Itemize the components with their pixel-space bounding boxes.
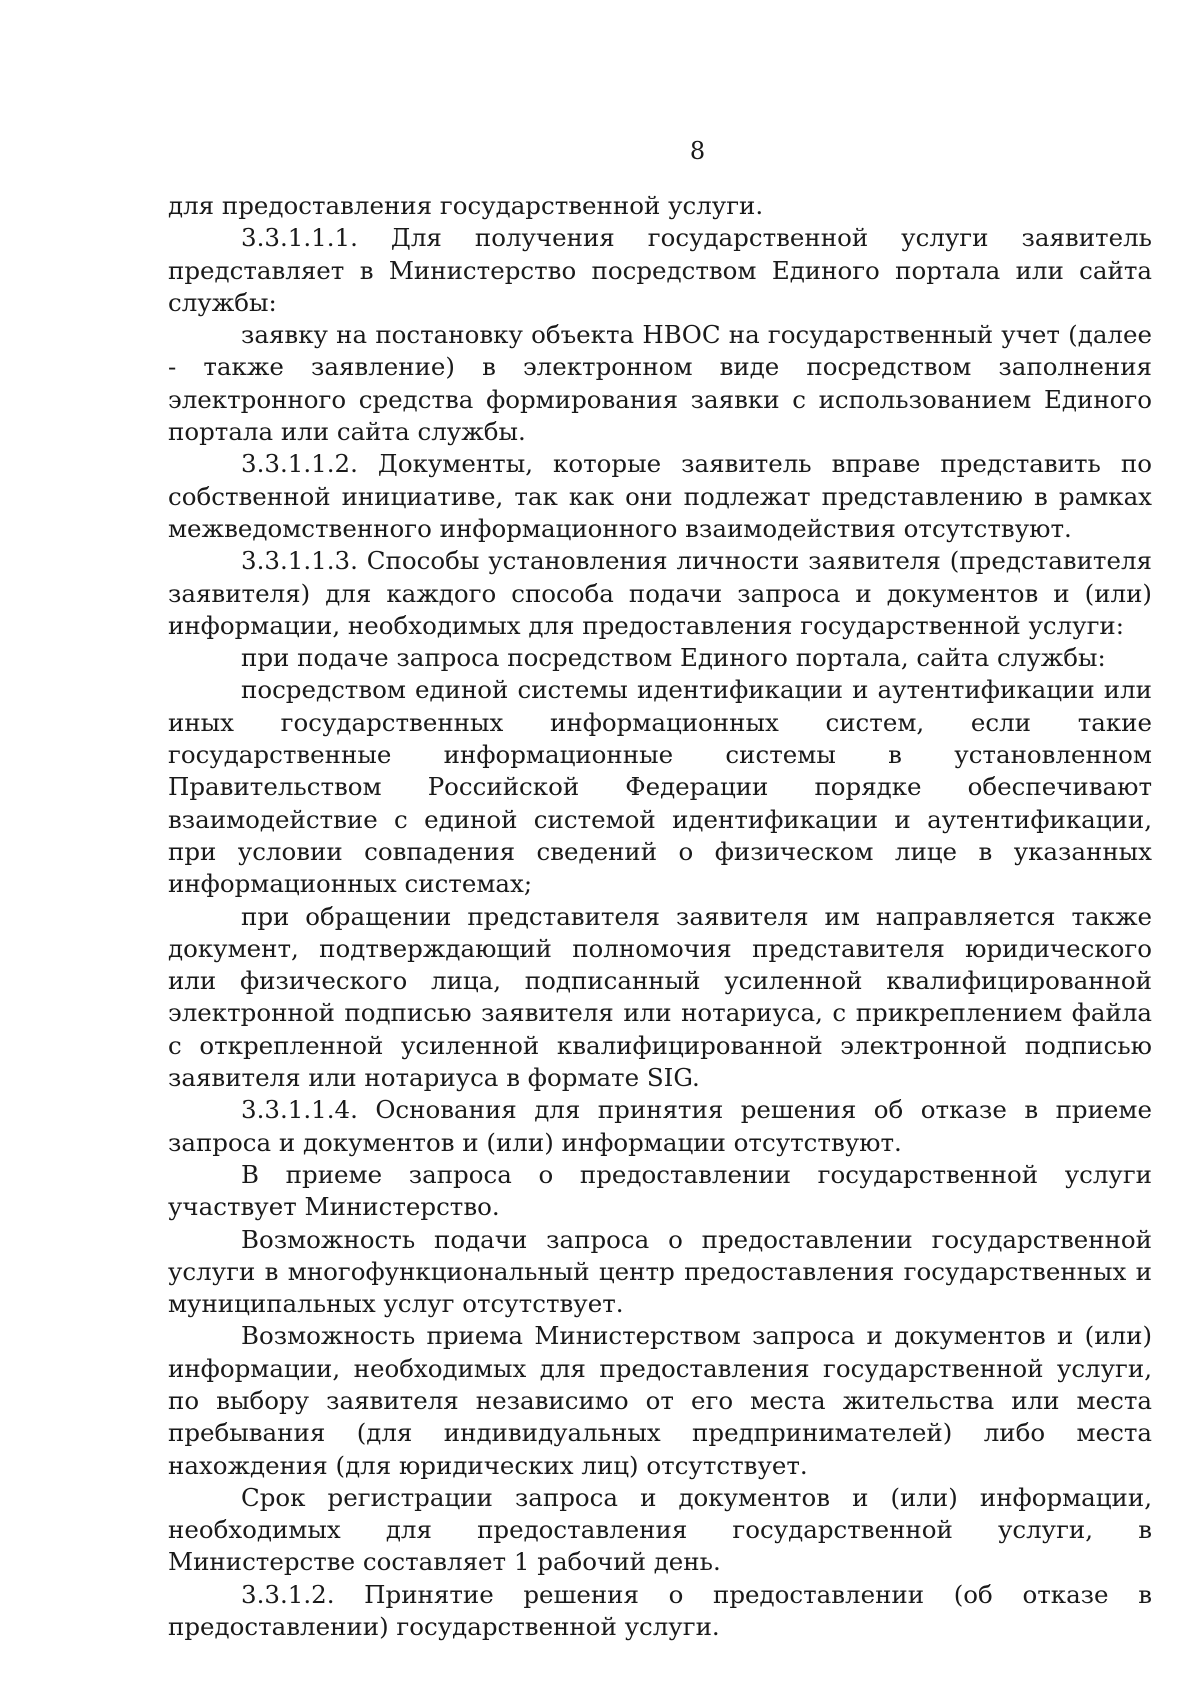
paragraph: 3.3.1.1.1. Для получения государственной услуги заявитель представляет в Министерство посредством Единого портала или сайта службы: — [168, 223, 1152, 317]
paragraph: для предоставления государственной услуги. — [168, 191, 764, 220]
paragraph: Срок регистрации запроса и документов и (или) информации, необходимых для предоставления государственной услуги, в Министерстве составляет 1 рабочий день. — [168, 1482, 1152, 1577]
paragraph: посредством единой системы идентификации и аутентификации или иных государственных информационных систем, если такие государственные информационные системы в установленном Правительством Российской Федерации порядке обеспечивают взаимодействие с единой системой идентификации и аутентификации, при условии совпадения сведений о физическом лице в указанных информационных системах; — [168, 675, 1152, 899]
document-body — [168, 190, 1152, 1643]
paragraph: 3.3.1.1.4. Основания для принятия решения об отказе в приеме запроса и документов и (или) информации отсутствуют. — [168, 1095, 1152, 1157]
paragraph: 3.3.1.1.2. Документы, которые заявитель вправе представить по собственной инициативе, так как они подлежат представлению в рамках межведомственного информационного взаимодействия отсутствуют. — [168, 449, 1152, 543]
paragraph: заявку на постановку объекта НВОС на государственный учет (далее - также заявление) в электронном виде посредством заполнения электронного средства формирования заявки с использованием Единого портала или сайта службы. — [168, 320, 1152, 447]
page-number: 8 — [689, 137, 706, 165]
paragraph: при подаче запроса посредством Единого портала, сайта службы: — [241, 643, 1106, 673]
paragraph: В приеме запроса о предоставлении государственной услуги участвует Министерство. — [168, 1159, 1152, 1222]
paragraph: при обращении представителя заявителя им направляется также документ, подтверждающий полномочия представителя юридического или физического лица, подписанный усиленной квалифицированной электронной подписью заявителя или нотариуса, с прикреплением файла с открепленной усиленной квалифицированной электронной подписью заявителя или нотариуса в формате SIG. — [168, 901, 1152, 1093]
paragraph: 3.3.1.2. Принятие решения о предоставлении (об отказе в предоставлении) государственной услуги. — [168, 1579, 1152, 1642]
paragraph: Возможность подачи запроса о предоставлении государственной услуги в многофункциональный центр предоставления государственных и муниципальных услуг отсутствует. — [168, 1224, 1152, 1319]
paragraph: 3.3.1.1.3. Способы установления личности заявителя (представителя заявителя) для каждого способа подачи запроса и документов и (или) информации, необходимых для предоставления государственной услуги: — [168, 546, 1152, 640]
paragraph: Возможность приема Министерством запроса и документов и (или) информации, необходимых для предоставления государственной услуги, по выбору заявителя независимо от его места жительства или места пребывания (для индивидуальных предпринимателей) либо места нахождения (для юридических лиц) отсутствует. — [168, 1321, 1152, 1480]
